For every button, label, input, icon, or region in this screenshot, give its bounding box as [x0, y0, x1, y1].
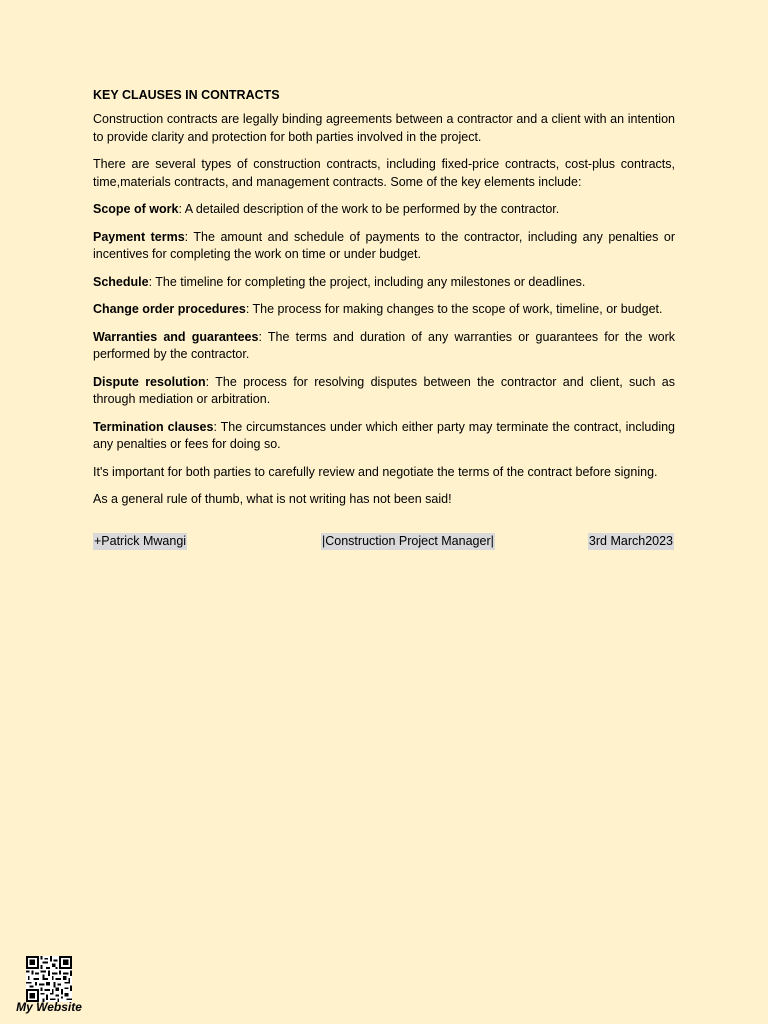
- document-body: [93, 86, 675, 551]
- clause-description: : The terms and duration of any warranties or guarantees for the work performed by the contractor.: [93, 329, 675, 361]
- clause-term: Scope of work: [93, 202, 179, 216]
- clause-termination-clauses: [93, 419, 675, 454]
- website-qr-block[interactable]: [10, 956, 88, 1014]
- clause-term: Payment terms: [93, 229, 185, 244]
- clause-warranties-and-guarantees: [93, 329, 675, 364]
- clause-description: : A detailed description of the work to be performed by the contractor.: [178, 202, 560, 216]
- clause-term: Change order procedures: [93, 302, 246, 316]
- clause-payment-terms: [93, 229, 675, 264]
- author-role: |Construction Project Manager|: [322, 533, 494, 548]
- intro-paragraph: There are several types of construction contracts, including fixed-price contracts, cost-plus contracts, time,materials contracts, and management contracts. Some of the key elements include:: [93, 157, 675, 189]
- intro-paragraph: Construction contracts are legally binding agreements between a contractor and a client with an intention to provide clarity and protection for both parties involved in the project.: [93, 112, 675, 144]
- clause-scope-of-work: [93, 201, 675, 219]
- closing-paragraph: As a general rule of thumb, what is not writing has not been said!: [93, 492, 452, 506]
- qr-code-icon[interactable]: [26, 956, 72, 1002]
- document-date: 3rd March2023: [588, 533, 673, 548]
- clause-schedule: [93, 274, 675, 292]
- document-title: KEY CLAUSES IN CONTRACTS: [93, 88, 280, 102]
- clause-term: Schedule: [93, 274, 149, 289]
- clause-dispute-resolution: [93, 374, 675, 409]
- signature-line: [93, 533, 675, 551]
- clause-change-order-procedures: [93, 301, 675, 319]
- clause-description: : The process for resolving disputes between the contractor and client, such as through mediation or arbitration.: [93, 374, 675, 406]
- clause-term: Dispute resolution: [93, 374, 206, 389]
- closing-paragraph: It's important for both parties to carefully review and negotiate the terms of the contract before signing.: [93, 464, 658, 479]
- clause-term: Warranties and guarantees: [93, 329, 259, 344]
- clause-description: : The circumstances under which either party may terminate the contract, including any penalties or fees for doing so.: [93, 419, 675, 451]
- qr-website-label[interactable]: My Website: [16, 1000, 82, 1014]
- clause-description: : The process for making changes to the scope of work, timeline, or budget.: [245, 302, 663, 316]
- clause-description: : The timeline for completing the project, including any milestones or deadlines.: [148, 274, 586, 289]
- author-name: +Patrick Mwangi: [94, 533, 187, 548]
- clause-term: Termination clauses: [93, 419, 214, 434]
- clause-description: : The amount and schedule of payments to the contractor, including any penalties or incentives for completing the work on time or under budget.: [93, 229, 675, 261]
